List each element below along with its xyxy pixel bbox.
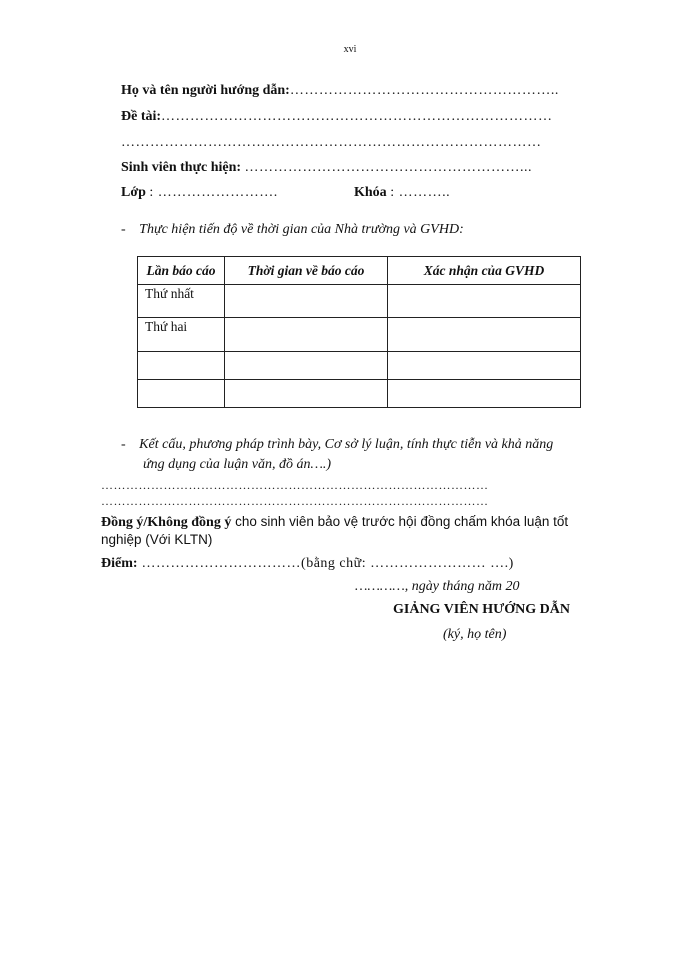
progress-dash: - [121, 222, 126, 237]
table-cell [388, 318, 581, 352]
cell-text [145, 352, 224, 353]
student-label: Sinh viên thực hiện: [121, 160, 242, 175]
header-advisor-confirm: Xác nhận của GVHD [388, 257, 581, 285]
cell-text [395, 352, 580, 353]
topic-dots-2: …………………………………………………………………………… [121, 135, 542, 150]
signature-subtitle: (ký, họ tên) [443, 627, 507, 642]
table-header-row [138, 257, 581, 285]
cell-text: Thứ hai [145, 319, 188, 334]
table-cell [138, 318, 225, 352]
score-row [101, 555, 514, 573]
cell-text [232, 380, 387, 381]
table-row [138, 352, 581, 380]
structure-dash: - [121, 437, 126, 452]
advisor-row [121, 82, 559, 100]
cell-text [232, 352, 387, 353]
structure-line-1: Kết cấu, phương pháp trình bày, Cơ sở lý luận, tính thực tiễn và khả năng [139, 437, 554, 452]
topic-label: Đề tài: [121, 109, 162, 124]
topic-dots-1: ……………………………………………………………………… [161, 109, 553, 124]
header-report-count: Lần báo cáo [138, 257, 225, 285]
table-cell [388, 352, 581, 380]
class-row [121, 184, 278, 202]
progress-heading [121, 221, 464, 239]
date-line: …………, ngày tháng năm 20 [355, 579, 520, 594]
class-label: Lớp [121, 185, 146, 200]
table-cell [138, 380, 225, 408]
comment-dots-2: ………………………………………………………………………………… [101, 494, 489, 508]
table-cell [225, 318, 388, 352]
class-dots: : ……………………. [149, 185, 278, 200]
progress-table [137, 256, 581, 408]
course-label: Khóa [354, 185, 387, 200]
course-row [354, 184, 450, 202]
topic-row [121, 108, 553, 126]
table-row [138, 380, 581, 408]
cell-text: Thứ nhất [145, 286, 194, 301]
progress-text: Thực hiện tiến độ về thời gian của Nhà trường và GVHD: [139, 222, 464, 237]
table-cell [225, 352, 388, 380]
cell-text [232, 318, 387, 319]
table-cell [225, 285, 388, 318]
structure-line-2: ứng dụng của luận văn, đồ án….) [143, 457, 332, 472]
agreement-bold: Đồng ý/Không đồng ý [101, 515, 232, 530]
table-cell [225, 380, 388, 408]
score-dots: ……………………………(bằng chữ: …………………… ….) [137, 556, 514, 571]
agreement-text: cho sinh viên bảo vệ trước hội đồng chấm khóa luận tốt [231, 514, 569, 529]
cell-text [395, 318, 580, 319]
structure-note [121, 436, 553, 454]
cell-text [395, 285, 580, 286]
cell-text [232, 285, 387, 286]
agreement-line-1 [101, 513, 568, 532]
header-report-time: Thời gian về báo cáo [225, 257, 388, 285]
table-cell [138, 352, 225, 380]
score-label: Điểm: [101, 556, 138, 571]
comment-dots-1: ………………………………………………………………………………… [101, 478, 489, 492]
table-row [138, 285, 581, 318]
advisor-label: Họ và tên người hướng dẫn: [121, 83, 290, 98]
table-cell [388, 380, 581, 408]
cell-text [395, 380, 580, 381]
student-row [121, 159, 532, 177]
page-number: xvi [343, 44, 357, 55]
table-cell [388, 285, 581, 318]
signature-title: GIẢNG VIÊN HƯỚNG DẪN [393, 602, 570, 617]
student-dots: …………………………………………………... [244, 160, 533, 175]
advisor-dots: ……………………………………………….. [289, 83, 559, 98]
agreement-line-2: nghiệp (Với KLTN) [101, 532, 213, 547]
course-dots: : ……….. [390, 185, 451, 200]
table-row [138, 318, 581, 352]
table-cell [138, 285, 225, 318]
cell-text [145, 380, 224, 381]
